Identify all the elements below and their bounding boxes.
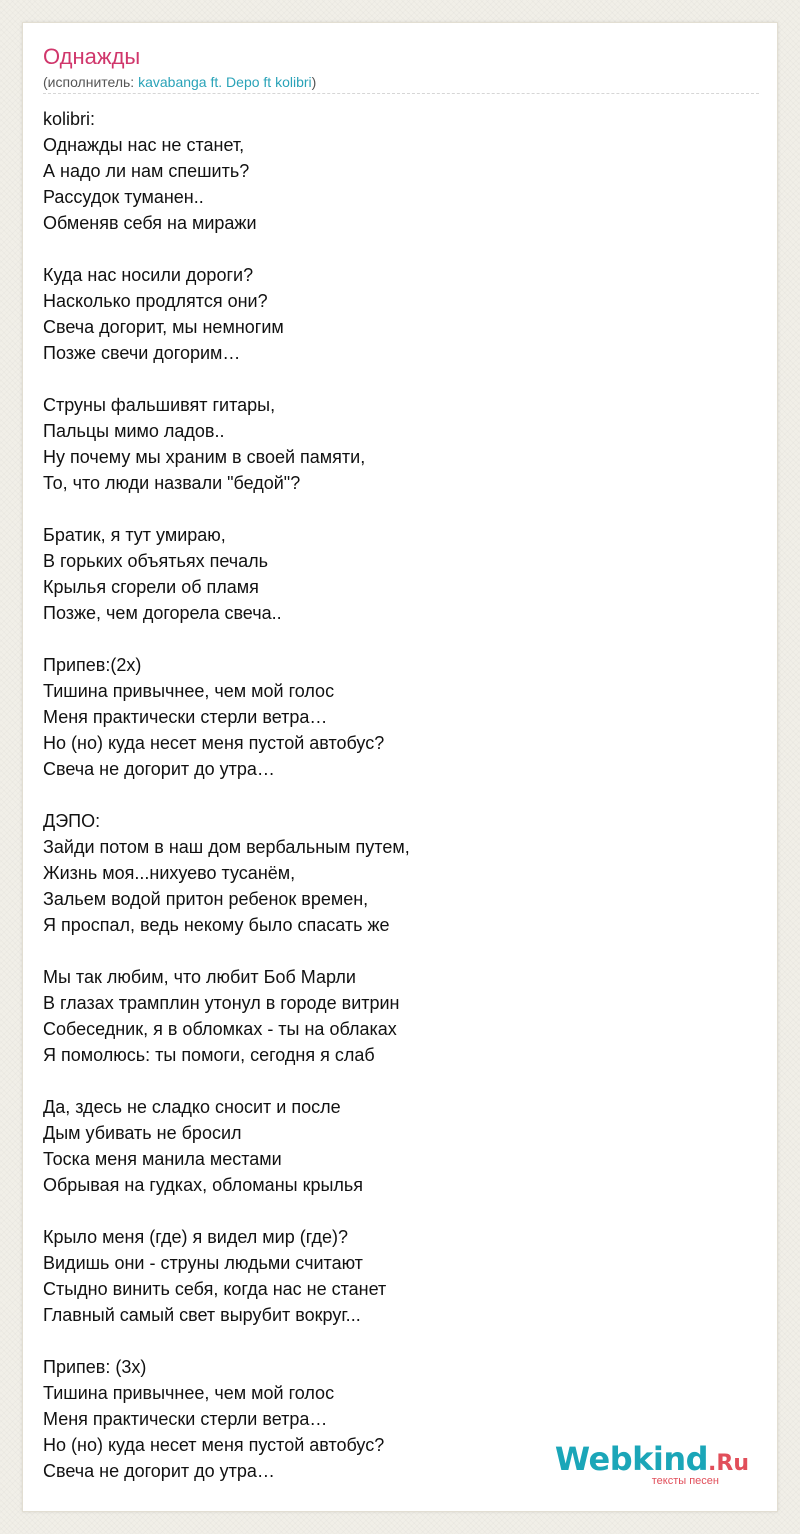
stanza-gap: [43, 1198, 759, 1224]
lyric-line: ДЭПО:: [43, 811, 101, 831]
lyric-line: Но (но) куда несет меня пустой автобус?: [43, 1435, 385, 1455]
lyric-line: Свеча не догорит до утра…: [43, 1461, 275, 1481]
stanza-gap: [43, 782, 759, 808]
lyric-line: Я проспал, ведь некому было спасать же: [43, 915, 390, 935]
lyric-line: Я помолюсь: ты помоги, сегодня я слаб: [43, 1045, 375, 1065]
lyric-line: Собеседник, я в обломках - ты на облаках: [43, 1019, 397, 1039]
lyric-line: Пальцы мимо ладов..: [43, 421, 225, 441]
song-title: Однажды: [43, 44, 141, 69]
lyric-line: Крыло меня (где) я видел мир (где)?: [43, 1227, 348, 1247]
stanza-gap: [43, 366, 759, 392]
lyric-line: Стыдно винить себя, когда нас не станет: [43, 1279, 387, 1299]
lyric-line: Свеча догорит, мы немногим: [43, 317, 284, 337]
lyric-line: Жизнь моя...нихуево тусанём,: [43, 863, 296, 883]
lyric-line: Тоска меня манила местами: [43, 1149, 282, 1169]
logo-tagline: тексты песен: [651, 1475, 719, 1487]
lyric-line: Братик, я тут умираю,: [43, 525, 226, 545]
artist-prefix: (исполнитель:: [43, 74, 139, 90]
lyric-line: Насколько продлятся они?: [43, 291, 268, 311]
logo-tld: .Ru: [708, 1451, 749, 1476]
lyric-line: Позже свечи догорим…: [43, 343, 241, 363]
lyric-line: Куда нас носили дороги?: [43, 265, 254, 285]
lyric-line: Главный самый свет вырубит вокруг...: [43, 1305, 361, 1325]
lyric-line: Мы так любим, что любит Боб Марли: [43, 967, 356, 987]
lyric-line: Дым убивать не бросил: [43, 1123, 242, 1143]
lyric-line: Однажды нас не станет,: [43, 135, 245, 155]
stanza-gap: [43, 236, 759, 262]
stanza-gap: [43, 1328, 759, 1354]
site-logo[interactable]: [549, 1441, 749, 1489]
lyric-line: Струны фальшивят гитары,: [43, 395, 276, 415]
lyric-line: Позже, чем догорела свеча..: [43, 603, 282, 623]
stanza-gap: [43, 938, 759, 964]
stanza-gap: [43, 1068, 759, 1094]
stanza-gap: [43, 496, 759, 522]
logo-name: Webkind: [554, 1440, 709, 1478]
lyric-line: Обменяв себя на миражи: [43, 213, 257, 233]
lyric-line: Тишина привычнее, чем мой голос: [43, 1383, 335, 1403]
lyric-line: Но (но) куда несет меня пустой автобус?: [43, 733, 385, 753]
stanza-gap: [43, 626, 759, 652]
lyric-line: Крылья сгорели об пламя: [43, 577, 259, 597]
artist-suffix: ): [311, 74, 317, 90]
divider: [43, 93, 759, 94]
lyric-line: Зальем водой притон ребенок времен,: [43, 889, 369, 909]
lyrics-body: [43, 106, 759, 1484]
lyric-line: В горьких объятьях печаль: [43, 551, 269, 571]
lyric-line: Припев: (3x): [43, 1357, 147, 1377]
lyric-line: Зайди потом в наш дом вербальным путем,: [43, 837, 410, 857]
artist-line: [43, 73, 316, 91]
lyric-line: kolibri:: [43, 109, 96, 129]
lyric-line: Видишь они - струны людьми считают: [43, 1253, 363, 1273]
lyric-line: То, что люди назвали "бедой"?: [43, 473, 301, 493]
lyric-line: Тишина привычнее, чем мой голос: [43, 681, 335, 701]
lyric-line: Припев:(2x): [43, 655, 142, 675]
lyric-line: Ну почему мы храним в своей памяти,: [43, 447, 366, 467]
lyric-line: Обрывая на гудках, обломаны крылья: [43, 1175, 364, 1195]
lyric-line: Рассудок туманен..: [43, 187, 204, 207]
lyric-line: Свеча не догорит до утра…: [43, 759, 275, 779]
lyric-line: Да, здесь не сладко сносит и после: [43, 1097, 341, 1117]
lyric-line: Меня практически стерли ветра…: [43, 1409, 328, 1429]
lyrics-card: [22, 22, 778, 1512]
lyric-line: А надо ли нам спешить?: [43, 161, 250, 181]
lyric-line: В глазах трамплин утонул в городе витрин: [43, 993, 400, 1013]
artist-link[interactable]: kavabanga ft. Depo ft kolibri: [138, 74, 312, 90]
lyric-line: Меня практически стерли ветра…: [43, 707, 328, 727]
